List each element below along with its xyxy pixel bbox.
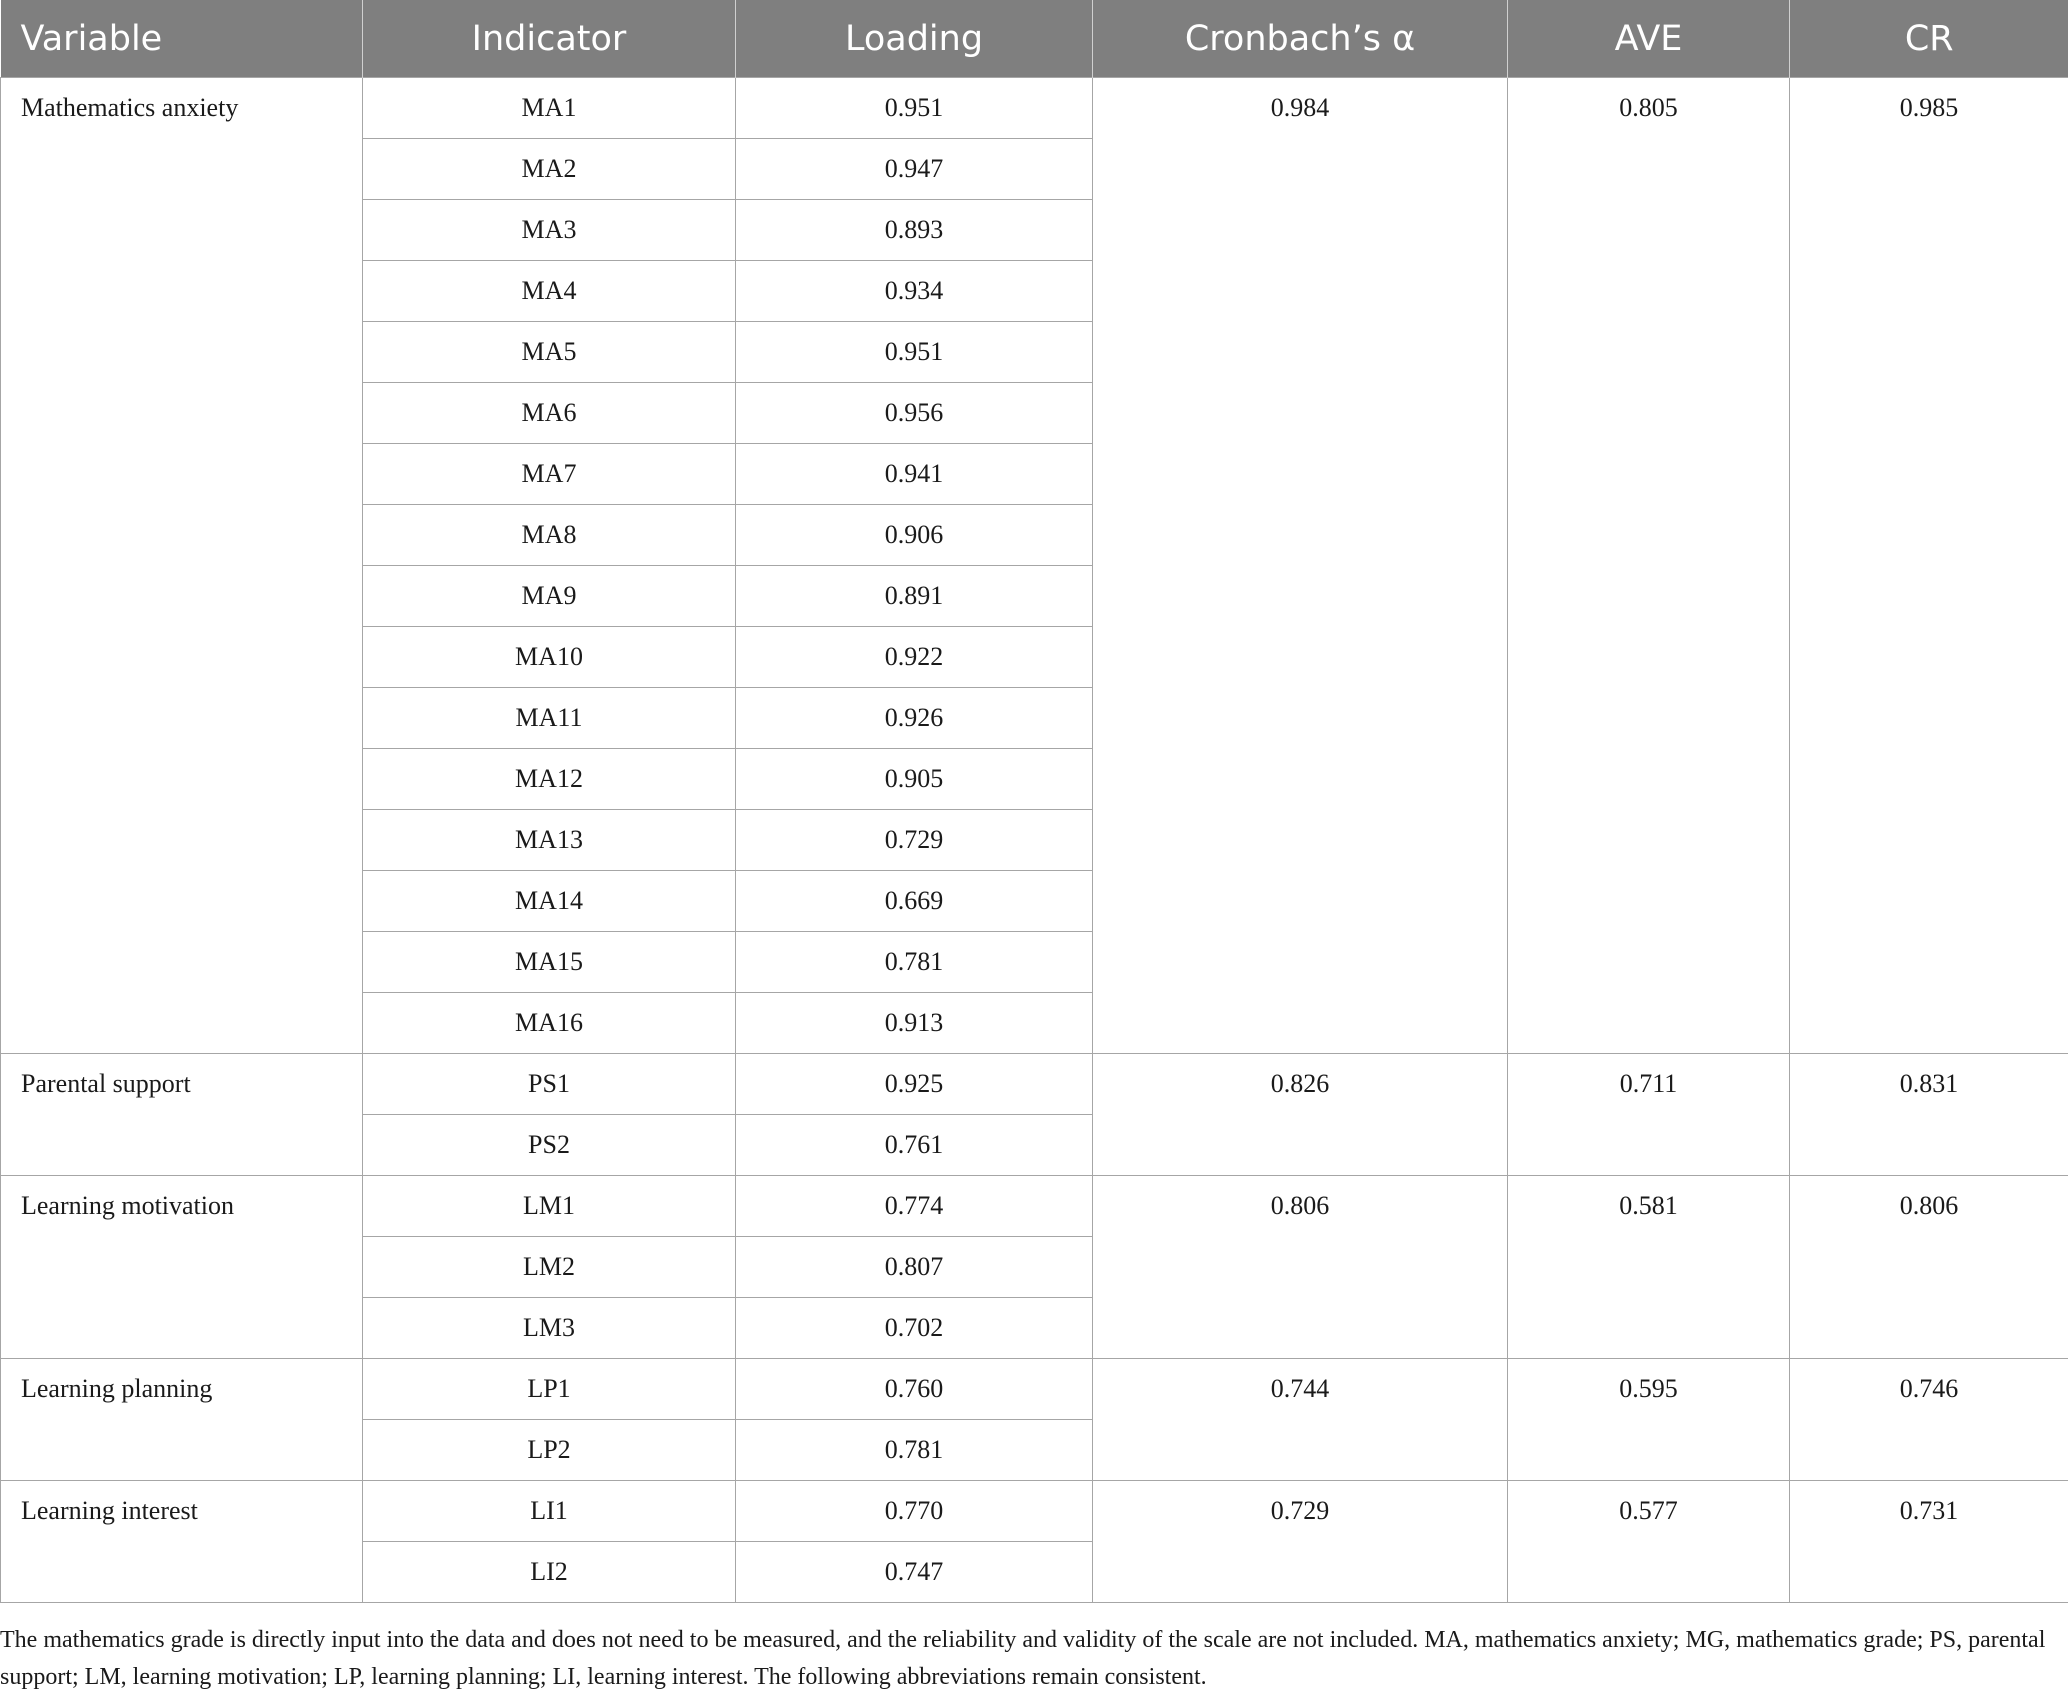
indicator-cell: LM1 xyxy=(363,1176,736,1237)
loading-cell: 0.807 xyxy=(736,1237,1093,1298)
ave-cell: 0.577 xyxy=(1508,1481,1790,1603)
loading-cell: 0.913 xyxy=(736,993,1093,1054)
ave-cell: 0.805 xyxy=(1508,78,1790,1054)
header-cronbach-alpha: Cronbach’s α xyxy=(1093,0,1508,78)
table-header xyxy=(1,0,2068,78)
ave-cell: 0.581 xyxy=(1508,1176,1790,1359)
loading-cell: 0.760 xyxy=(736,1359,1093,1420)
cronbach-alpha-cell: 0.806 xyxy=(1093,1176,1508,1359)
table-row xyxy=(1,1054,2068,1115)
indicator-cell: MA3 xyxy=(363,200,736,261)
table-row xyxy=(1,78,2068,139)
cronbach-alpha-cell: 0.984 xyxy=(1093,78,1508,1054)
loading-cell: 0.781 xyxy=(736,932,1093,993)
indicator-cell: MA12 xyxy=(363,749,736,810)
loading-cell: 0.761 xyxy=(736,1115,1093,1176)
cr-cell: 0.746 xyxy=(1790,1359,2068,1481)
header-indicator: Indicator xyxy=(363,0,736,78)
loading-cell: 0.906 xyxy=(736,505,1093,566)
indicator-cell: MA4 xyxy=(363,261,736,322)
loading-cell: 0.770 xyxy=(736,1481,1093,1542)
indicator-cell: LI1 xyxy=(363,1481,736,1542)
header-loading: Loading xyxy=(736,0,1093,78)
loading-cell: 0.774 xyxy=(736,1176,1093,1237)
indicator-cell: MA10 xyxy=(363,627,736,688)
indicator-cell: MA11 xyxy=(363,688,736,749)
indicator-cell: MA7 xyxy=(363,444,736,505)
cronbach-alpha-cell: 0.826 xyxy=(1093,1054,1508,1176)
indicator-cell: MA6 xyxy=(363,383,736,444)
loading-cell: 0.956 xyxy=(736,383,1093,444)
ave-cell: 0.595 xyxy=(1508,1359,1790,1481)
table-row xyxy=(1,1359,2068,1420)
cr-cell: 0.831 xyxy=(1790,1054,2068,1176)
loading-cell: 0.729 xyxy=(736,810,1093,871)
loading-cell: 0.702 xyxy=(736,1298,1093,1359)
header-ave: AVE xyxy=(1508,0,1790,78)
indicator-cell: LI2 xyxy=(363,1542,736,1603)
loading-cell: 0.947 xyxy=(736,139,1093,200)
indicator-cell: MA14 xyxy=(363,871,736,932)
table-body xyxy=(1,78,2068,1603)
indicator-cell: PS2 xyxy=(363,1115,736,1176)
cr-cell: 0.731 xyxy=(1790,1481,2068,1603)
loading-cell: 0.934 xyxy=(736,261,1093,322)
header-cr: CR xyxy=(1790,0,2068,78)
indicator-cell: PS1 xyxy=(363,1054,736,1115)
loading-cell: 0.951 xyxy=(736,78,1093,139)
indicator-cell: MA1 xyxy=(363,78,736,139)
variable-cell: Learning motivation xyxy=(1,1176,363,1359)
variable-cell: Learning interest xyxy=(1,1481,363,1603)
indicator-cell: MA8 xyxy=(363,505,736,566)
variable-cell: Mathematics anxiety xyxy=(1,78,363,1054)
loading-cell: 0.951 xyxy=(736,322,1093,383)
indicator-cell: MA2 xyxy=(363,139,736,200)
table-footnote: The mathematics grade is directly input into the data and does not need to be measured, and the reliability and validity of the scale are not included. MA, mathematics anxiety; MG, mathematics grade; PS, parental support; LM, learning motivation; LP, learning planning; LI, learning interest. The following abbreviations remain consistent. xyxy=(0,1627,2046,1690)
indicator-cell: MA13 xyxy=(363,810,736,871)
header-variable: Variable xyxy=(1,0,363,78)
loading-cell: 0.891 xyxy=(736,566,1093,627)
loading-cell: 0.781 xyxy=(736,1420,1093,1481)
indicator-cell: MA15 xyxy=(363,932,736,993)
cronbach-alpha-cell: 0.744 xyxy=(1093,1359,1508,1481)
ave-cell: 0.711 xyxy=(1508,1054,1790,1176)
variable-cell: Parental support xyxy=(1,1054,363,1176)
indicator-cell: MA5 xyxy=(363,322,736,383)
cr-cell: 0.806 xyxy=(1790,1176,2068,1359)
indicator-cell: LP1 xyxy=(363,1359,736,1420)
loading-cell: 0.893 xyxy=(736,200,1093,261)
loading-cell: 0.926 xyxy=(736,688,1093,749)
indicator-cell: LM2 xyxy=(363,1237,736,1298)
loading-cell: 0.669 xyxy=(736,871,1093,932)
indicator-cell: MA16 xyxy=(363,993,736,1054)
loading-cell: 0.905 xyxy=(736,749,1093,810)
loading-cell: 0.747 xyxy=(736,1542,1093,1603)
variable-cell: Learning planning xyxy=(1,1359,363,1481)
table-row xyxy=(1,1481,2068,1542)
cronbach-alpha-cell: 0.729 xyxy=(1093,1481,1508,1603)
indicator-cell: LM3 xyxy=(363,1298,736,1359)
indicator-cell: MA9 xyxy=(363,566,736,627)
loading-cell: 0.941 xyxy=(736,444,1093,505)
loading-cell: 0.925 xyxy=(736,1054,1093,1115)
loading-cell: 0.922 xyxy=(736,627,1093,688)
table-row xyxy=(1,1176,2068,1237)
cr-cell: 0.985 xyxy=(1790,78,2068,1054)
indicator-cell: LP2 xyxy=(363,1420,736,1481)
